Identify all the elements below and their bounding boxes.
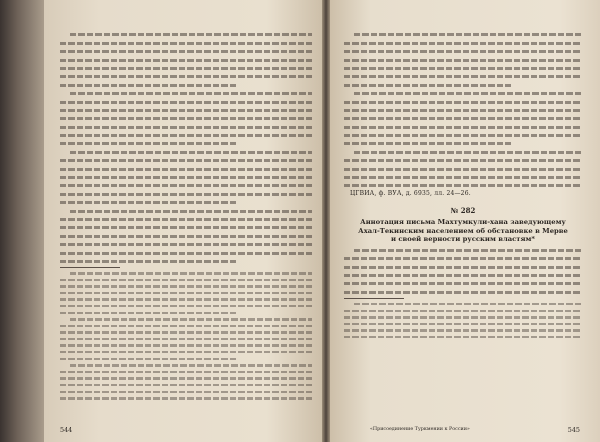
- text-line: [60, 252, 312, 255]
- text-line: [344, 50, 582, 53]
- text-line: [344, 316, 582, 318]
- text-line: [60, 358, 236, 360]
- text-line: [60, 201, 236, 204]
- text-line: [60, 184, 312, 187]
- text-line: [344, 117, 582, 120]
- footnote-rule-right: [344, 298, 404, 299]
- text-line: [60, 384, 312, 386]
- text-line: [60, 42, 312, 45]
- text-line: [60, 117, 312, 120]
- text-line: [60, 134, 312, 137]
- text-line: [344, 101, 582, 104]
- text-line: [60, 377, 312, 379]
- right-footnotes: [344, 303, 582, 338]
- page-number-left: 544: [60, 425, 73, 434]
- text-line: [60, 109, 312, 112]
- text-line: [344, 282, 582, 285]
- text-line: [60, 67, 312, 70]
- book-gutter: [322, 0, 330, 442]
- running-footer: «Присоединение Туркмении к России»: [370, 426, 470, 432]
- right-page: [330, 0, 600, 442]
- text-line: [344, 323, 582, 325]
- text-line: [354, 33, 582, 36]
- text-line: [60, 397, 312, 399]
- text-line: [344, 84, 511, 87]
- left-page: [44, 0, 322, 442]
- text-line: [60, 176, 312, 179]
- text-line: [344, 134, 582, 137]
- text-line: [60, 279, 312, 281]
- text-line: [60, 344, 312, 346]
- text-line: [70, 151, 312, 154]
- text-line: [60, 193, 312, 196]
- text-line: [354, 303, 582, 305]
- text-line: [70, 364, 312, 366]
- text-line: [354, 151, 582, 154]
- text-line: [60, 101, 312, 104]
- text-line: [60, 243, 312, 246]
- text-line: [60, 312, 236, 314]
- text-line: [60, 331, 312, 333]
- text-line: [354, 249, 582, 252]
- text-line: [344, 176, 582, 179]
- text-line: [344, 329, 582, 331]
- text-line: [60, 50, 312, 53]
- document-number: № 282: [450, 205, 476, 215]
- text-line: [344, 184, 582, 187]
- text-line: [354, 92, 582, 95]
- text-line: [70, 33, 312, 36]
- left-main-text: [60, 33, 312, 263]
- text-line: [60, 159, 312, 162]
- text-line: [60, 142, 236, 145]
- text-line: [70, 92, 312, 95]
- book-page-edges: [0, 0, 44, 442]
- text-line: [60, 292, 312, 294]
- right-main-text-after: [344, 249, 582, 294]
- text-line: [344, 126, 582, 129]
- text-line: [70, 210, 312, 213]
- text-line: [60, 75, 312, 78]
- text-line: [60, 235, 312, 238]
- text-line: [344, 59, 582, 62]
- text-line: [60, 126, 312, 129]
- text-line: [60, 226, 312, 229]
- text-line: [60, 168, 312, 171]
- text-line: [344, 168, 582, 171]
- text-line: [60, 84, 236, 87]
- text-line: [60, 59, 312, 62]
- text-line: [344, 67, 582, 70]
- text-line: [344, 142, 511, 145]
- text-line: [60, 391, 312, 393]
- text-line: [344, 159, 582, 162]
- text-line: [344, 310, 582, 312]
- text-line: [60, 305, 312, 307]
- text-line: [60, 260, 236, 263]
- text-line: [60, 351, 312, 353]
- text-line: [344, 109, 582, 112]
- text-line: [60, 371, 312, 373]
- text-line: [344, 42, 582, 45]
- text-line: [60, 298, 312, 300]
- text-line: [60, 218, 312, 221]
- footnote-rule: [60, 267, 120, 268]
- text-line: [70, 272, 312, 274]
- archive-reference: ЦГВИА, ф. ВУА, д. 6935, лл. 24—26.: [350, 190, 471, 198]
- text-line: [344, 274, 582, 277]
- document-title: Аннотация письма Махтумкули-хана заведующему Ахал-Текинским населением об обстановке в Мерве и своей верности русским властям*: [358, 218, 568, 244]
- text-line: [344, 75, 582, 78]
- text-line: [60, 325, 312, 327]
- page-number-right: 545: [567, 425, 580, 434]
- text-line: [344, 257, 582, 260]
- text-line: [344, 291, 582, 294]
- right-main-text-before: [344, 33, 582, 187]
- text-line: [60, 338, 312, 340]
- text-line: [344, 336, 582, 338]
- text-line: [60, 285, 312, 287]
- text-line: [344, 266, 582, 269]
- left-footnotes: [60, 272, 312, 399]
- text-line: [70, 318, 312, 320]
